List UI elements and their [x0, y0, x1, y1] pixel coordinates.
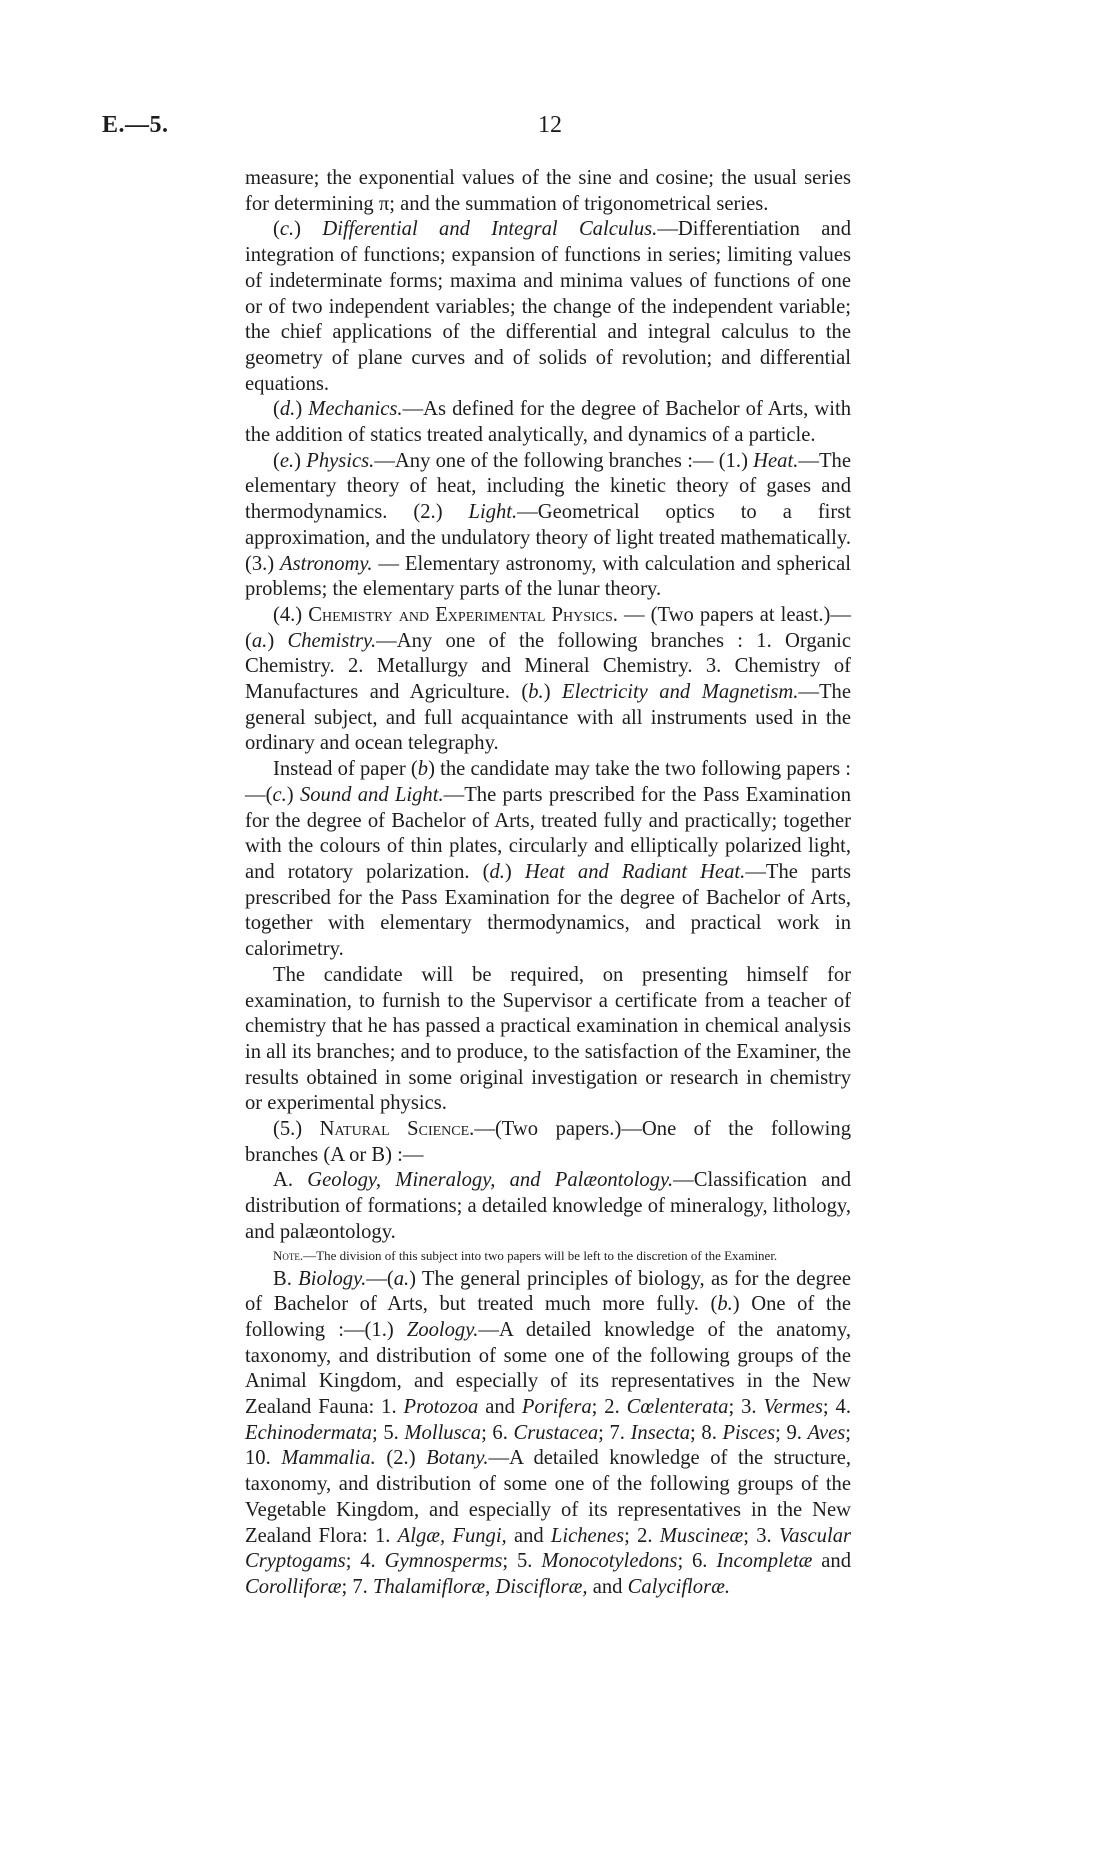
- text-run: —Classification and distribution of formations; a detailed knowledge of mineralogy, lithology, and palæontology.: [245, 1169, 851, 1243]
- text-run: —(Two papers.)—One of the following branches (A or B) :—: [245, 1118, 851, 1166]
- text-run: ; 10.: [245, 1421, 851, 1470]
- italic-run: Lichenes: [550, 1524, 625, 1547]
- italic-run: Heat and Radiant Heat.: [524, 860, 746, 883]
- italic-run: Gymnosperms: [384, 1550, 503, 1573]
- text-run: (: [273, 398, 280, 421]
- text-run: ): [504, 860, 525, 883]
- text-run: ): [295, 398, 309, 421]
- italic-run: Aves: [807, 1421, 846, 1444]
- text-run: ; 6.: [481, 1421, 514, 1444]
- text-run: A.: [273, 1169, 308, 1192]
- paragraph-p9: [245, 1168, 851, 1245]
- text-run: ; 3.: [743, 1524, 779, 1547]
- text-run: and: [812, 1550, 852, 1573]
- italic-run: b.: [717, 1293, 733, 1316]
- text-run: (4.): [273, 603, 309, 626]
- italic-run: Incompletæ: [716, 1550, 813, 1573]
- small-caps-run: Note.: [273, 1247, 304, 1263]
- italic-run: Botany.: [426, 1447, 489, 1470]
- italic-run: Porifera: [521, 1396, 592, 1419]
- text-run: — Elementary astronomy, with calculation and spherical problems; the elementary parts of the lunar theory.: [245, 552, 851, 601]
- paragraph-p10: [245, 1267, 851, 1601]
- text-run: —A detailed knowledge of the structure, taxonomy, and distribution of some one of the following groups of the Vegetable Kingdom, and especially of its representatives in the New Zealand Flora: 1.: [245, 1447, 852, 1547]
- italic-run: e.: [279, 449, 295, 472]
- text-run: ; 6.: [677, 1550, 717, 1573]
- text-run: ; 5.: [371, 1421, 405, 1444]
- text-run: ; 7.: [598, 1421, 631, 1444]
- paragraph-p1: [245, 166, 851, 217]
- text-run: ): [267, 629, 288, 652]
- italic-run: Mechanics.: [308, 398, 403, 421]
- italic-run: Crustacea: [513, 1421, 599, 1444]
- italic-run: Differential and Integral Calculus.: [322, 218, 658, 241]
- text-run: ): [286, 783, 300, 806]
- italic-run: Astronomy.: [280, 552, 373, 575]
- italic-run: Algæ, Fungi,: [397, 1524, 507, 1547]
- italic-run: b: [417, 758, 429, 781]
- text-run: ) The general principles of biology, as for the degree of Bachelor of Arts, but treated much more fully. (: [245, 1267, 851, 1316]
- paragraph-p5: [245, 603, 851, 757]
- italic-run: Chemistry.: [287, 629, 377, 652]
- page-number: 12: [538, 112, 562, 138]
- italic-run: Mollusca: [404, 1421, 482, 1444]
- small-caps-run: Natural Science.: [319, 1118, 475, 1141]
- italic-run: Thalamifloræ, Discifloræ,: [372, 1575, 588, 1598]
- text-run: and: [506, 1524, 551, 1547]
- italic-run: d.: [489, 860, 505, 883]
- text-run: ; 3.: [728, 1396, 764, 1419]
- text-run: —The division of this subject into two papers will be left to the discretion of the Examiner.: [303, 1247, 778, 1263]
- italic-run: Biology.: [298, 1267, 367, 1290]
- text-run: ; 2.: [624, 1524, 660, 1547]
- text-run: ): [294, 449, 307, 472]
- text-run: ; 5.: [502, 1550, 542, 1573]
- text-run: and: [478, 1396, 522, 1419]
- italic-run: Geology, Mineralogy, and Palæontology.: [307, 1169, 674, 1192]
- text-run: (: [273, 449, 280, 472]
- italic-run: Echinodermata: [245, 1421, 372, 1444]
- text-run: ; 4.: [345, 1550, 385, 1573]
- italic-run: a.: [393, 1267, 410, 1290]
- italic-run: Zoology.: [406, 1318, 479, 1341]
- italic-run: Vascular Cryptogams: [245, 1524, 852, 1573]
- italic-run: Vermes: [763, 1396, 823, 1419]
- italic-run: Heat.: [753, 449, 799, 472]
- text-run: — (Two papers at least.)—(: [245, 603, 851, 652]
- italic-run: Physics.: [306, 449, 375, 472]
- text-run: ; 9.: [775, 1421, 808, 1444]
- text-run: —A detailed knowledge of the anatomy, taxonomy, and distribution of some one of the following groups of the Animal Kingdom, and especially of its representatives in the New Zealand Fauna: 1.: [245, 1318, 851, 1419]
- text-run: —Differentiation and integration of functions; expansion of functions in series; limiting values of indeterminate forms; maxima and minima values of functions of one or of two independent variables; the change of the independent variable; the chief applications of the differential and integral calculus to the geometry of plane curves and of solids of revolution; and differential equations.: [245, 218, 851, 395]
- text-run: ; 7.: [341, 1575, 373, 1598]
- body-text: [245, 166, 851, 1601]
- italic-run: Protozoa: [403, 1396, 479, 1419]
- text-run: and: [587, 1575, 628, 1598]
- italic-run: c.: [279, 218, 295, 241]
- italic-run: a.: [251, 629, 268, 652]
- text-run: ) the candidate may take the two following papers :—(: [245, 758, 851, 806]
- text-run: —The parts prescribed for the Pass Examination for the degree of Bachelor of Arts, together with elementary thermodynamics, and practical work in calorimetry.: [245, 860, 852, 961]
- text-run: —As defined for the degree of Bachelor of Arts, with the addition of statics treated analytically, and dynamics of a particle.: [245, 398, 851, 447]
- text-run: ): [543, 681, 563, 704]
- italic-run: Pisces: [722, 1421, 776, 1444]
- text-run: —(: [366, 1267, 394, 1290]
- text-run: ): [294, 218, 323, 241]
- paragraph-p7: [245, 963, 851, 1117]
- text-run: —The general subject, and full acquaintance with all instruments used in the ordinary and ocean telegraphy.: [245, 681, 851, 755]
- text-run: B.: [273, 1267, 299, 1290]
- paragraph-p4: [245, 449, 851, 603]
- text-run: (: [273, 218, 280, 241]
- italic-run: Muscineæ: [659, 1524, 744, 1547]
- paragraph-p8: [245, 1117, 851, 1168]
- paragraph-p2: [245, 217, 851, 397]
- italic-run: Light.: [468, 501, 518, 524]
- text-run: The candidate will be required, on presenting himself for examination, to furnish to the Supervisor a certificate from a teacher of chemistry that he has passed a practical examination in chemical analysis in all its branches; and to produce, to the satisfaction of the Examiner, the results obtained in some original investigation or research in chemistry or experimental physics.: [245, 963, 851, 1115]
- small-caps-run: Chemistry and Experimental Physics.: [308, 603, 618, 626]
- text-run: ; 4.: [822, 1396, 851, 1419]
- italic-run: Corolliforæ: [245, 1575, 342, 1598]
- italic-run: Calycifloræ.: [627, 1575, 730, 1598]
- text-run: —The elementary theory of heat, including the kinetic theory of gases and thermodynamics. (2.): [245, 449, 851, 524]
- italic-run: Sound and Light.: [299, 783, 444, 806]
- text-run: ; 2.: [591, 1396, 627, 1419]
- paragraph-p3: [245, 397, 851, 448]
- text-run: —Any one of the following branches : 1. Organic Chemistry. 2. Metallurgy and Mineral Chemistry. 3. Chemistry of Manufactures and Agriculture. (: [245, 629, 851, 704]
- italic-run: Mammalia.: [281, 1447, 376, 1470]
- text-run: measure; the exponential values of the sine and cosine; the usual series for determining π; and the summation of trigonometrical series.: [245, 167, 851, 215]
- document-reference: E.—5.: [102, 112, 169, 138]
- italic-run: Insecta: [630, 1421, 691, 1444]
- text-run: ; 8.: [690, 1421, 723, 1444]
- paragraph-p6: [245, 757, 851, 963]
- italic-run: Monocotyledons: [541, 1550, 678, 1573]
- italic-run: d.: [279, 398, 296, 421]
- italic-run: Cœlenterata: [626, 1396, 729, 1419]
- italic-run: Electricity and Magnetism.: [562, 681, 799, 704]
- footnote: [245, 1248, 851, 1263]
- text-run: Instead of paper (: [273, 758, 418, 781]
- italic-run: b.: [528, 681, 544, 704]
- text-run: (5.): [273, 1118, 320, 1141]
- text-run: (2.): [375, 1447, 427, 1470]
- text-run: ) One of the following :—(1.): [245, 1293, 851, 1341]
- text-run: —The parts prescribed for the Pass Examination for the degree of Bachelor of Arts, treated fully and practically; together with the colours of thin plates, circularly and elliptically polarized light, and rotatory polarization. (: [245, 783, 851, 883]
- italic-run: c.: [272, 783, 287, 806]
- text-run: —Geometrical optics to a first approximation, and the undulatory theory of light treated mathematically. (3.): [245, 501, 851, 575]
- text-run: —Any one of the following branches :— (1.): [374, 449, 754, 472]
